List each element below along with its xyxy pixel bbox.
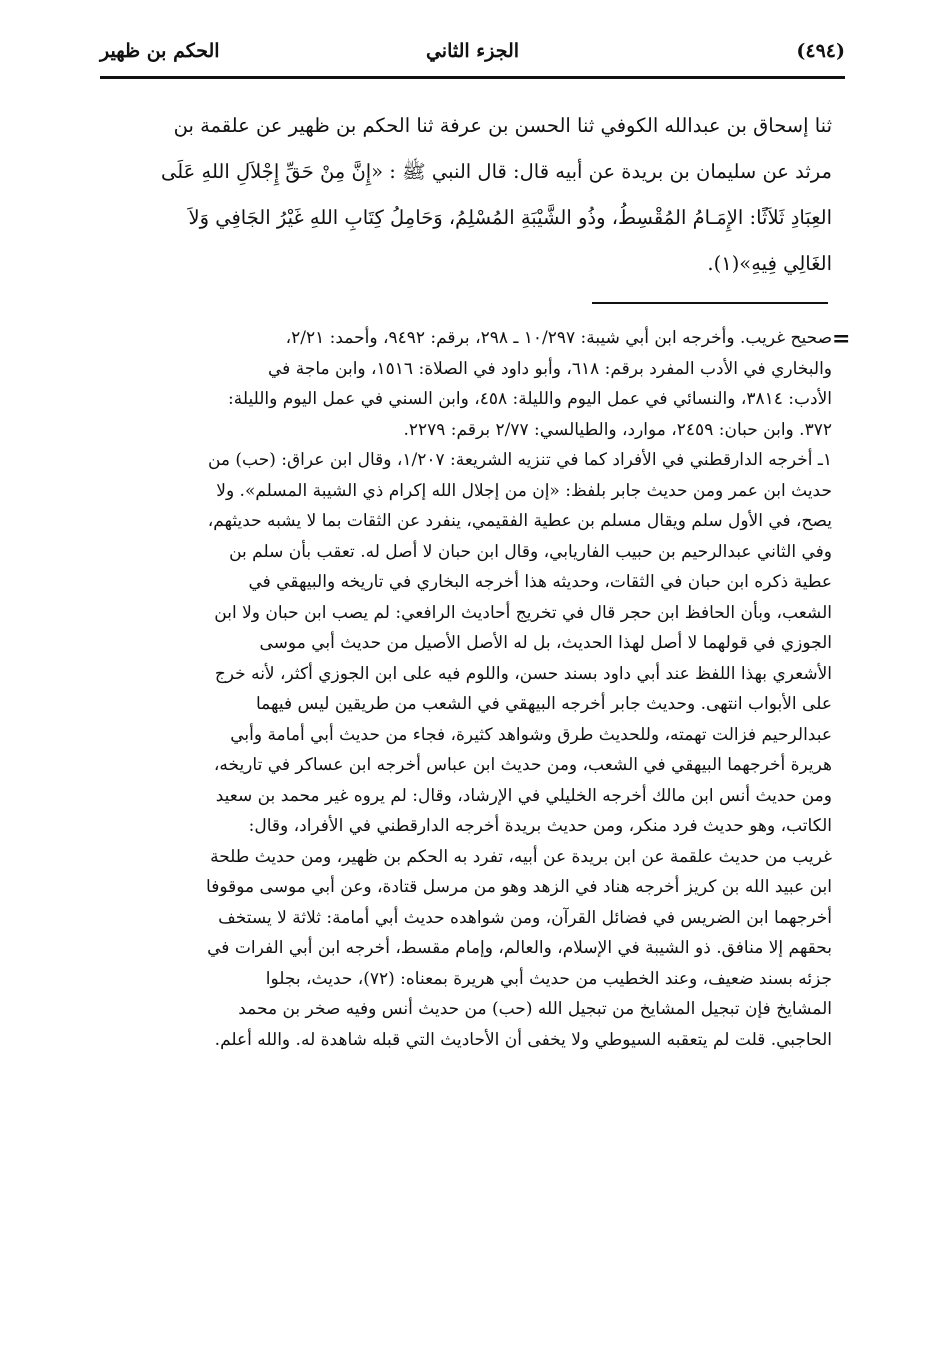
footnote-line: والبخاري في الأدب المفرد برقم: ٦١٨، وأبو داود في الصلاة: ١٥١٦، وابن ماجة في <box>268 358 832 379</box>
footnote-line: صحيح غريب. وأخرجه ابن أبي شيبة: ١٠/٢٩٧ ـ ٢٩٨، برقم: ٩٤٩٢، وأحمد: ٢/٢١، <box>285 328 832 348</box>
footnote-line: الشعب، وبأن الحافظ ابن حجر قال في تخريج أحاديث الرافعي: لم يصب ابن حبان ولا ابن <box>214 602 832 623</box>
chapter-title: الحكم بن ظهير <box>100 40 220 62</box>
text-line: ثنا إسحاق بن عبدالله الكوفي ثنا الحسن بن عرفة ثنا الحكم بن ظهير عن علقمة بن <box>173 114 832 137</box>
footnote-line: على الأبواب انتهى. وحديث جابر أخرجه البيهقي في الشعب من طريقين ليس فيهما <box>255 694 832 714</box>
text-line: مرثد عن سليمان بن بريدة عن أبيه قال: قال النبي ﷺ : «إِنَّ مِنْ حَقِّ إِجْلاَلِ اللهِ عَلَى <box>160 160 832 183</box>
footnote-line: هريرة أخرجهما البيهقي في الشعب، ومن حديث ابن عباس أخرجه ابن عساكر في تاريخه، <box>213 755 832 775</box>
footnote-line: الأدب: ٣٨١٤، والنسائي في عمل اليوم والليلة: ٤٥٨، وابن السني في عمل اليوم والليلة: <box>227 389 832 409</box>
footnote-line: جزئه بسند ضعيف، وعند الخطيب من حديث أبي هريرة بمعناه: (٧٢)، حديث، بجلوا <box>265 968 832 989</box>
footnote-line: ٣٧٢. وابن حبان: ٢٤٥٩، موارد، والطيالسي: ٢/٧٧ برقم: ٢٢٧٩. <box>403 419 832 440</box>
footnote-line: ابن عبيد الله بن كريز أخرجه هناد في الزهد وهو من مرسل قتادة، وعن أبي موسى موقوفا <box>206 877 832 897</box>
footnote-line: عطية ذكره ابن حبان في الثقات، وحديثه هذا أخرجه البخاري في تاريخه والبيهقي في <box>248 572 832 592</box>
text-line: العِبَادِ ثَلاَثًا: الإِمَـامُ المُقْسِطُ، وذُو الشَّيْبَةِ المُسْلِمُ، وَحَامِلُ كِتَابِ اللهِ غَيْرُ الجَافِي وَلاَ <box>188 206 832 229</box>
footnote-line: حديث ابن عمر ومن حديث جابر بلفظ: «إن من إجلال الله إكرام ذي الشيبة المسلم». ولا <box>216 480 832 501</box>
footnotes <box>100 323 832 1055</box>
footnote-line: الجوزي في قولهما لا أصل لهذا الحديث، بل له الأصل الأصيل من حديث أبي موسى <box>259 633 832 653</box>
footnote-line: غريب من حديث علقمة عن ابن بريدة عن أبيه، تفرد به الحكم بن ظهير، ومن حديث طلحة <box>210 846 832 867</box>
footnote-line: الأشعري بهذا اللفظ عند أبي داود بسند حسن، واللوم فيه على ابن الجوزي أكثر، لأنه خرج <box>214 663 832 684</box>
header-rule <box>100 76 845 79</box>
footnote-line: بحقهم إلا منافق. ذو الشيبة في الإسلام، والعالم، وإمام مقسط، أخرجه ابن أبي الفرات في <box>207 938 832 958</box>
footnote-separator <box>592 302 828 304</box>
footnote-line: الحاجبي. قلت لم يتعقبه السيوطي ولا يخفى أن الأحاديث التي قبله شاهدة له. والله أعلم. <box>214 1029 832 1050</box>
continuation-mark: = <box>832 326 851 352</box>
page-header <box>100 40 845 84</box>
footnote-line: يصح، في الأول سلم ويقال مسلم بن عطية الفقيمي، ينفرد عن الثقات بما لا يشبه حديثهم، <box>207 511 832 531</box>
footnote-line: ومن حديث أنس ابن مالك أخرجه الخليلي في الإرشاد، وقال: لم يروه غير محمد بن سعيد <box>215 785 832 806</box>
text-line: الغَالِي فِيهِ»(١). <box>707 252 832 275</box>
footnote-line: ١ـ أخرجه الدارقطني في الأفراد كما في تنزيه الشريعة: ١/٢٠٧، وقال ابن عراق: (حب) من <box>207 450 832 470</box>
footnote-line: وفي الثاني عبدالرحيم بن حبيب الفاريابي، وقال ابن حبان لا أصل له. تعقب بأن سلم بن <box>229 541 832 562</box>
footnote-line: أخرجهما ابن الضريس في فضائل القرآن، ومن شواهده حديث أبي أمامة: ثلاثة لا يستخف <box>218 907 832 928</box>
hadith-text <box>100 103 832 287</box>
footnote-line: المشايخ فإن تبجيل المشايخ من تبجيل الله (حب) من حديث أنس وفيه صخر بن محمد <box>238 999 832 1019</box>
footnote-line: عبدالرحيم فزالت تهمته، وللحديث طرق وشواهد كثيرة، فجاء من حديث أبي أمامة وأبي <box>230 724 832 745</box>
part-title: الجزء الثاني <box>425 40 520 62</box>
page-number: (٤٩٤) <box>796 40 845 62</box>
footnote-line: الكاتب، وهو حديث فرد منكر، ومن حديث بريدة أخرجه الدارقطني في الأفراد، وقال: <box>248 816 832 836</box>
